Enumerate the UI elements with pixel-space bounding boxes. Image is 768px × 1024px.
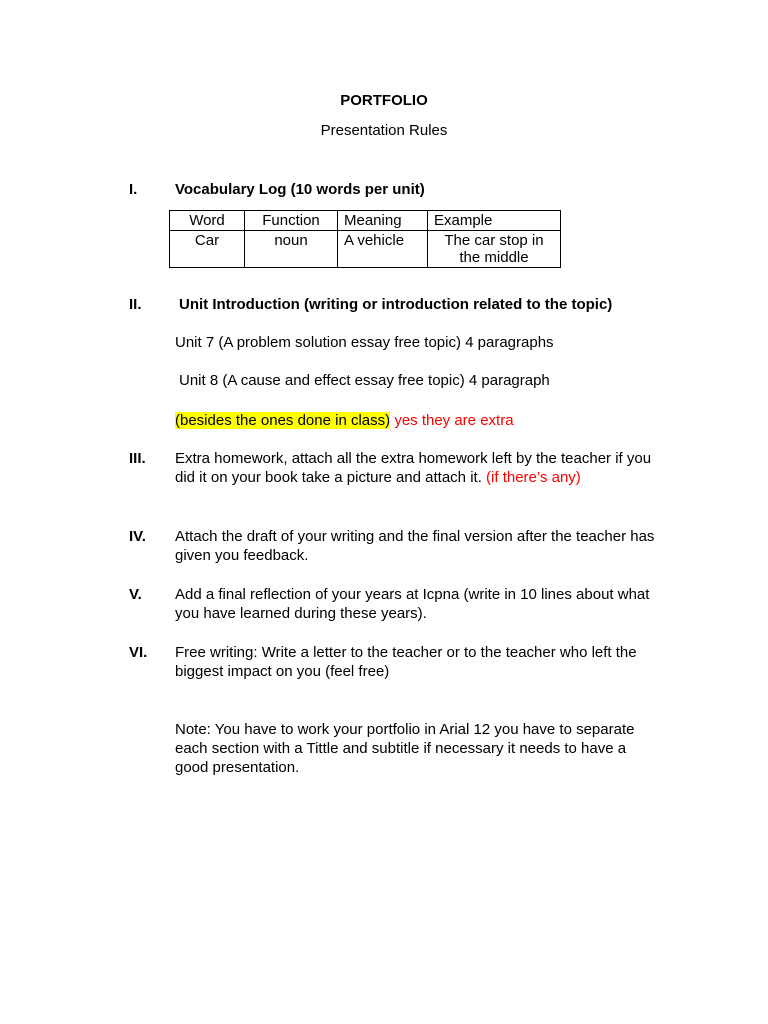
unit-7-line: Unit 7 (A problem solution essay free topic) 4 paragraphs: [175, 334, 554, 351]
section-4-text: Attach the draft of your writing and the final version after the teacher has given you feedback.: [175, 528, 655, 564]
section-1-numeral: I.: [129, 181, 138, 198]
section-1-heading: Vocabulary Log (10 words per unit): [175, 181, 425, 198]
table-header-cell: Meaning: [338, 211, 428, 231]
table-cell: A vehicle: [338, 231, 428, 268]
table-header-cell: Example: [428, 211, 561, 231]
table-row: [170, 231, 561, 268]
document-title: PORTFOLIO: [340, 92, 428, 109]
section-5-numeral: V.: [129, 586, 142, 603]
table-header-cell: Word: [170, 211, 245, 231]
table-cell: noun: [245, 231, 338, 268]
closing-note: Note: You have to work your portfolio in Arial 12 you have to separate each section with a Tittle and subtitle if necessary it needs to have a good presentation.: [175, 721, 635, 776]
red-comment: yes they are extra: [394, 412, 514, 429]
section-3-text: [175, 449, 665, 487]
section-2-heading: Unit Introduction (writing or introduction related to the topic): [179, 296, 613, 313]
section-5-text: Add a final reflection of your years at Icpna (write in 10 lines about what you have learned during these years).: [175, 586, 650, 622]
unit-8-line: Unit 8 (A cause and effect essay free topic) 4 paragraph: [179, 372, 550, 389]
table-cell: The car stop in the middle: [428, 231, 561, 268]
section-6-text: Free writing: Write a letter to the teacher or to the teacher who left the biggest impact on you (feel free): [175, 644, 637, 680]
table-header-row: [170, 211, 561, 231]
section-3-red-note: (if there’s any): [486, 469, 581, 486]
section-2-numeral: II.: [129, 296, 142, 313]
section-4-numeral: IV.: [129, 528, 146, 545]
section-3-body: Extra homework, attach all the extra homework left by the teacher if you did it on your book take a picture and attach it.: [175, 450, 652, 486]
highlighted-text: (besides the ones done in class): [175, 412, 391, 429]
table-cell: Car: [170, 231, 245, 268]
section-6-numeral: VI.: [129, 644, 148, 661]
extra-note-line: [175, 411, 514, 430]
table-header-cell: Function: [245, 211, 338, 231]
section-3-numeral: III.: [129, 450, 146, 467]
document-subtitle: Presentation Rules: [320, 122, 448, 139]
vocabulary-table: [169, 210, 561, 268]
